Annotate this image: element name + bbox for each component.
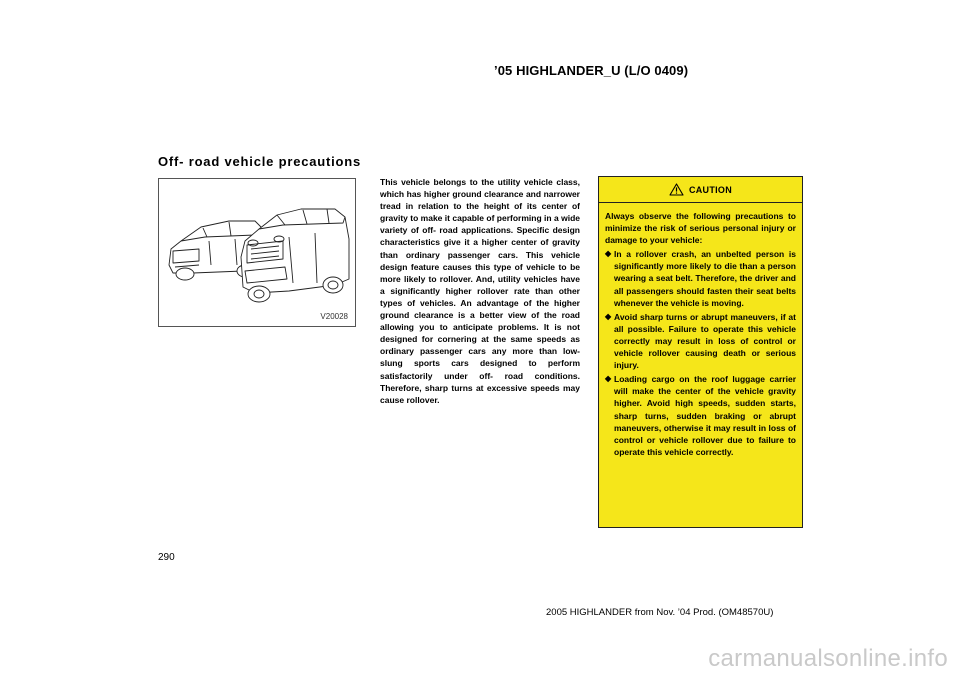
- caution-label: CAUTION: [688, 184, 733, 195]
- caution-item: [605, 311, 796, 371]
- caution-item-text: Loading cargo on the roof luggage carrier will make the center of the vehicle gravity higher. Avoid high speeds, sudden starts, sharp turns, sudden braking or abrupt maneuvers, otherwise it may result in loss of control or vehicle rollover due to failure to operate this vehicle correctly.: [614, 374, 796, 457]
- diamond-bullet-icon: ◆: [605, 249, 612, 259]
- caution-box: [598, 176, 803, 528]
- caution-item-text: In a rollover crash, an unbelted person is significantly more likely to die than a person wearing a seat belt. Therefore, the driver and all passengers should fasten their seat belts whenever the vehicle is moving.: [614, 249, 796, 308]
- section-title: Off- road vehicle precautions: [158, 154, 362, 169]
- caution-content: [599, 203, 802, 458]
- caution-header: [599, 177, 802, 203]
- caution-item: [605, 248, 796, 308]
- watermark: carmanualsonline.info: [708, 645, 948, 672]
- diamond-bullet-icon: ◆: [605, 374, 612, 384]
- vehicle-illustration: [158, 178, 356, 327]
- caution-intro: Always observe the following precautions to minimize the risk of serious personal injury or damage to your vehicle:: [605, 211, 796, 246]
- warning-triangle-icon: [669, 183, 684, 196]
- body-text: This vehicle belongs to the utility vehicle class, which has higher ground clearance and narrower tread in relation to the height of its center of gravity to make it capable of performing in a wide variety of off- road applications. Specific design characteristics give it a higher center of gravity than ordinary passenger cars. This vehicle design feature causes this type of vehicle to be more likely to rollover. And, utility vehicles have a significantly higher rollover rate than other types of vehicles. An advantage of the higher ground clearance is a better view of the road allowing you to anticipate problems. It is not designed for cornering at the same speeds as ordinary passenger cars any more than low- slung sports cars designed to perform satisfactorily under off- road conditions. Therefore, sharp turns at excessive speeds may cause rollover.: [380, 177, 580, 405]
- diamond-bullet-icon: ◆: [605, 311, 612, 321]
- footer-text: 2005 HIGHLANDER from Nov. ’04 Prod. (OM48570U): [546, 607, 774, 618]
- caution-item: [605, 373, 796, 458]
- figure-code: V20028: [320, 312, 348, 321]
- caution-item-text: Avoid sharp turns or abrupt maneuvers, if at all possible. Failure to operate this vehicle correctly may result in loss of control or vehicle rollover causing death or serious injury.: [614, 311, 796, 371]
- page-number: 290: [158, 552, 175, 563]
- header-title: ’05 HIGHLANDER_U (L/O 0409): [494, 63, 689, 78]
- two-suv-illustration: [159, 179, 355, 326]
